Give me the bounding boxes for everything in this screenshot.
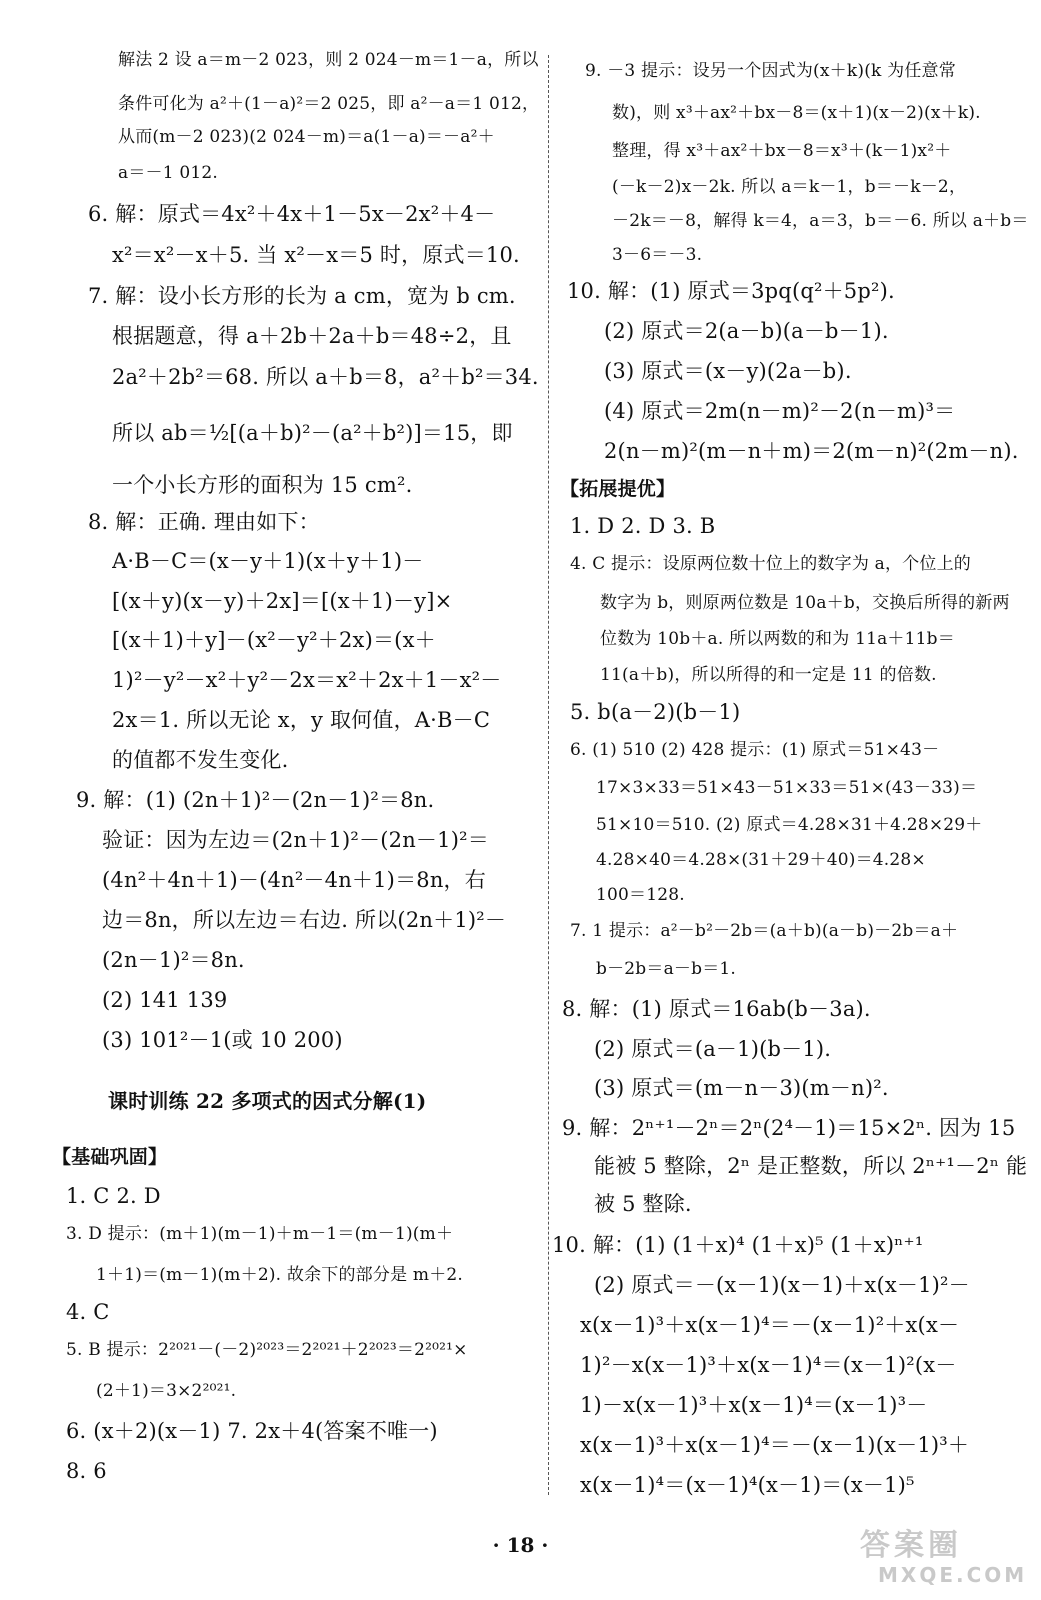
answer-line: 从而(m－2 023)(2 024－m)＝a(1－a)＝－a²＋: [118, 127, 495, 147]
answer-line: (3) 原式＝(m－n－3)(m－n)².: [594, 1076, 889, 1100]
answer-line: 10. 解：(1) 原式＝3pq(q²＋5p²).: [567, 279, 895, 303]
answer-line: 100＝128.: [596, 885, 685, 905]
section-heading: 【基础巩固】: [52, 1146, 168, 1168]
answer-line: 1)²－x(x－1)³＋x(x－1)⁴＝(x－1)²(x－: [580, 1353, 957, 1377]
answer-line: 一个小长方形的面积为 15 cm².: [112, 473, 413, 497]
answer-line: 6. 解：原式＝4x²＋4x＋1－5x－2x²＋4－: [88, 202, 496, 226]
answer-line: 1＋1)＝(m－1)(m＋2). 故余下的部分是 m＋2.: [96, 1265, 464, 1285]
answer-line: a＝－1 012.: [118, 163, 219, 183]
answer-line: (2n－1)²＝8n.: [102, 948, 245, 972]
answer-line: 整理，得 x³＋ax²＋bx－8＝x³＋(k－1)x²＋: [612, 141, 952, 161]
answer-line: 8. 6: [66, 1459, 107, 1483]
answer-line: 9. 解：(1) (2n＋1)²－(2n－1)²＝8n.: [76, 788, 435, 812]
answer-line: 5. b(a－2)(b－1): [570, 700, 741, 724]
answer-line: 5. B 提示：2²⁰²¹－(－2)²⁰²³＝2²⁰²¹＋2²⁰²³＝2²⁰²¹×: [66, 1340, 468, 1360]
answer-line: [(x＋1)＋y]－(x²－y²＋2x)＝(x＋: [112, 628, 436, 652]
answer-line: 边＝8n，所以左边＝右边. 所以(2n＋1)²－: [102, 908, 507, 932]
answer-line: 1)²－y²－x²＋y²－2x＝x²＋2x＋1－x²－: [112, 668, 502, 692]
answer-line: (2) 141 139: [102, 988, 228, 1012]
answer-line: 1. C 2. D: [66, 1184, 161, 1208]
answer-line: x²＝x²－x＋5. 当 x²－x＝5 时，原式＝10.: [112, 243, 520, 267]
answer-line: 的值都不发生变化.: [112, 748, 289, 772]
answer-line: 6. (1) 510 (2) 428 提示：(1) 原式＝51×43－: [570, 740, 940, 760]
answer-line: 9. －3 提示：设另一个因式为(x＋k)(k 为任意常: [585, 61, 956, 81]
answer-line: 4.28×40＝4.28×(31＋29＋40)＝4.28×: [596, 850, 926, 870]
answer-line: (2) 原式＝(a－1)(b－1).: [594, 1037, 832, 1061]
answer-line: 位数为 10b＋a. 所以两数的和为 11a＋11b＝: [600, 629, 955, 649]
answer-line: 所以 ab＝½[(a＋b)²－(a²＋b²)]＝15，即: [112, 421, 513, 445]
answer-line: 11(a＋b)，所以所得的和一定是 11 的倍数.: [600, 665, 937, 685]
answer-line: 4. C: [66, 1300, 110, 1324]
answer-line: －2k＝－8，解得 k＝4，a＝3，b＝－6. 所以 a＋b＝: [612, 211, 1029, 231]
answer-line: 条件可化为 a²＋(1－a)²＝2 025，即 a²－a＝1 012，: [118, 94, 540, 114]
answer-line: 2x＝1. 所以无论 x，y 取何值，A·B－C: [112, 708, 491, 732]
answer-line: (3) 原式＝(x－y)(2a－b).: [604, 359, 852, 383]
answer-line: 根据题意，得 a＋2b＋2a＋b＝48÷2，且: [112, 324, 512, 348]
answer-line: 4. C 提示：设原两位数十位上的数字为 a，个位上的: [570, 554, 971, 574]
watermark-url: MXQE.COM: [878, 1563, 1028, 1587]
answer-line: b－2b＝a－b＝1.: [596, 959, 737, 979]
answer-line: (4) 原式＝2m(n－m)²－2(n－m)³＝: [604, 399, 956, 423]
lesson-title: 课时训练 22 多项式的因式分解(1): [108, 1089, 427, 1113]
page-number: · 18 ·: [492, 1533, 549, 1557]
column-divider: [548, 55, 550, 1495]
answer-line: 8. 解：(1) 原式＝16ab(b－3a).: [562, 997, 871, 1021]
answer-line: 9. 解：2ⁿ⁺¹－2ⁿ＝2ⁿ(2⁴－1)＝15×2ⁿ. 因为 15: [562, 1116, 1016, 1140]
answer-line: 51×10＝510. (2) 原式＝4.28×31＋4.28×29＋: [596, 815, 983, 835]
answer-line: 10. 解：(1) (1＋x)⁴ (1＋x)⁵ (1＋x)ⁿ⁺¹: [552, 1233, 924, 1257]
answer-line: 6. (x＋2)(x－1) 7. 2x＋4(答案不唯一): [66, 1419, 438, 1443]
answer-line: 8. 解：正确. 理由如下：: [88, 510, 320, 534]
answer-line: (3) 101²－1(或 10 200): [102, 1028, 343, 1052]
answer-line: 17×3×33＝51×43－51×33＝51×(43－33)＝: [596, 778, 978, 798]
answer-line: 被 5 整除.: [594, 1192, 692, 1216]
answer-line: (2＋1)＝3×2²⁰²¹.: [96, 1381, 237, 1401]
answer-line: [(x＋y)(x－y)＋2x]＝[(x＋1)－y]×: [112, 589, 453, 613]
answer-line: x(x－1)³＋x(x－1)⁴＝－(x－1)(x－1)³＋: [580, 1433, 970, 1457]
answer-line: 1. D 2. D 3. B: [570, 514, 716, 538]
answer-line: 能被 5 整除，2ⁿ 是正整数，所以 2ⁿ⁺¹－2ⁿ 能: [594, 1154, 1028, 1178]
answer-line: x(x－1)⁴＝(x－1)⁴(x－1)＝(x－1)⁵: [580, 1473, 915, 1497]
section-heading: 【拓展提优】: [560, 478, 676, 500]
answer-line: A·B－C＝(x－y＋1)(x＋y＋1)－: [112, 549, 424, 573]
answer-line: 解法 2 设 a＝m－2 023，则 2 024－m＝1－a，所以: [118, 50, 539, 70]
answer-line: 3. D 提示：(m＋1)(m－1)＋m－1＝(m－1)(m＋: [66, 1224, 454, 1244]
answer-line: 1)－x(x－1)³＋x(x－1)⁴＝(x－1)³－: [580, 1393, 928, 1417]
answer-line: 验证：因为左边＝(2n＋1)²－(2n－1)²＝: [102, 828, 489, 852]
watermark-logo: [860, 1528, 1035, 1594]
answer-line: (2) 原式＝2(a－b)(a－b－1).: [604, 319, 889, 343]
answer-line: (－k－2)x－2k. 所以 a＝k－1，b＝－k－2，: [612, 177, 967, 197]
watermark-title: 答案圈: [860, 1528, 962, 1563]
answer-line: (4n²＋4n＋1)－(4n²－4n＋1)＝8n，右: [102, 868, 486, 892]
answer-line: 7. 解：设小长方形的长为 a cm，宽为 b cm.: [88, 284, 516, 308]
answer-line: (2) 原式＝－(x－1)(x－1)＋x(x－1)²－: [594, 1273, 970, 1297]
answer-line: 2a²＋2b²＝68. 所以 a＋b＝8，a²＋b²＝34.: [112, 365, 539, 389]
answer-line: 数)，则 x³＋ax²＋bx－8＝(x＋1)(x－2)(x＋k).: [612, 103, 981, 123]
answer-line: 3－6＝－3.: [612, 245, 703, 265]
answer-line: 数字为 b，则原两位数是 10a＋b，交换后所得的新两: [600, 593, 1010, 613]
answer-line: 2(n－m)²(m－n＋m)＝2(m－n)²(2m－n).: [604, 439, 1019, 463]
answer-line: x(x－1)³＋x(x－1)⁴＝－(x－1)²＋x(x－: [580, 1313, 960, 1337]
answer-line: 7. 1 提示：a²－b²－2b＝(a＋b)(a－b)－2b＝a＋: [570, 921, 959, 941]
